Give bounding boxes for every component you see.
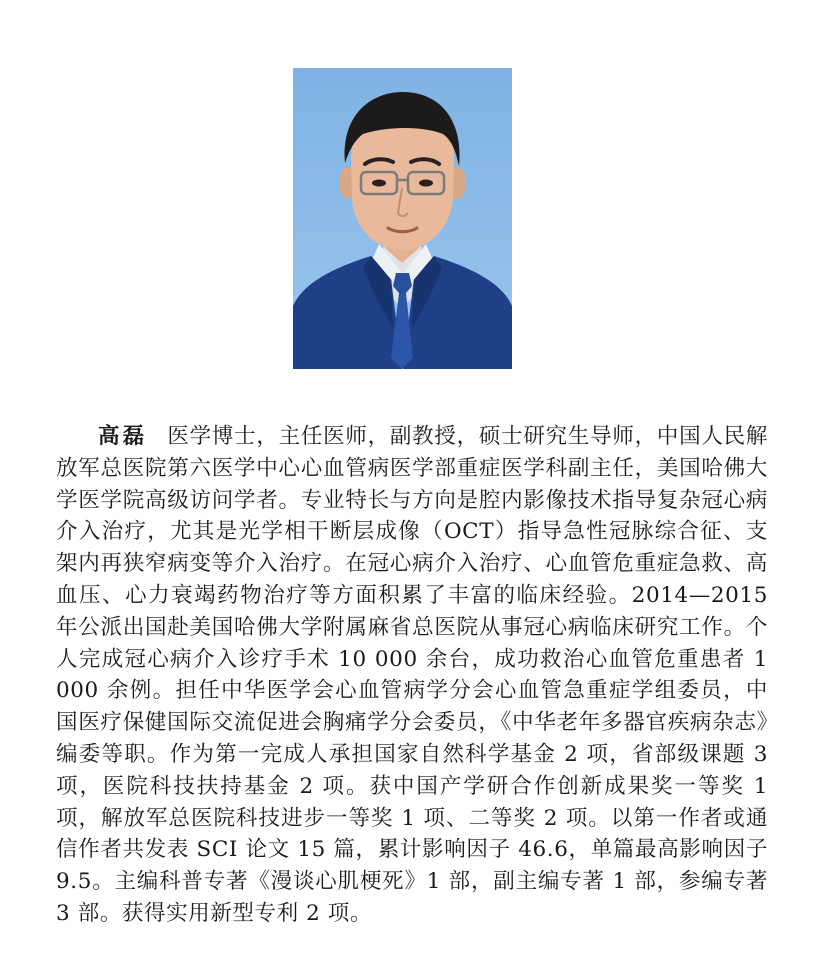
person-name: 高磊	[98, 424, 148, 449]
portrait-photo	[293, 68, 512, 369]
bio-text: 医学博士，主任医师，副教授，硕士研究生导师，中国人民解放军总医院第六医学中心心血管病医学部重症医学科副主任，美国哈佛大学医学院高级访问学者。专业特长与方向是腔内影像技术指导复杂冠心病介入治疗，尤其是光学相干断层成像（OCT）指导急性冠脉综合征、支架内再狭窄病变等介入治疗。在冠心病介入治疗、心血管危重症急救、高血压、心力衰竭药物治疗等方面积累了丰富的临床经验。2014—2015 年公派出国赴美国哈佛大学附属麻省总医院从事冠心病临床研究工作。个人完成冠心病介入诊疗手术 10 000 余台，成功救治心血管危重患者 1 000 余例。担任中华医学会心血管病学分会心血管急重症学组委员，中国医疗保健国际交流促进会胸痛学分会委员，《中华老年多器官疾病杂志》编委等职。作为第一完成人承担国家自然科学基金 2 项，省部级课题 3 项，医院科技扶持基金 2 项。获中国产学研合作创新成果奖一等奖 1 项，解放军总医院科技进步一等奖 1 项、二等奖 2 项。以第一作者或通信作者共发表 SCI 论文 15 篇，累计影响因子 46.6，单篇最高影响因子 9.5。主编科普专著《漫谈心肌梗死》1 部，副主编专著 1 部，参编专著 3 部。获得实用新型专利 2 项。	[56, 424, 768, 926]
bio-paragraph	[56, 421, 768, 930]
